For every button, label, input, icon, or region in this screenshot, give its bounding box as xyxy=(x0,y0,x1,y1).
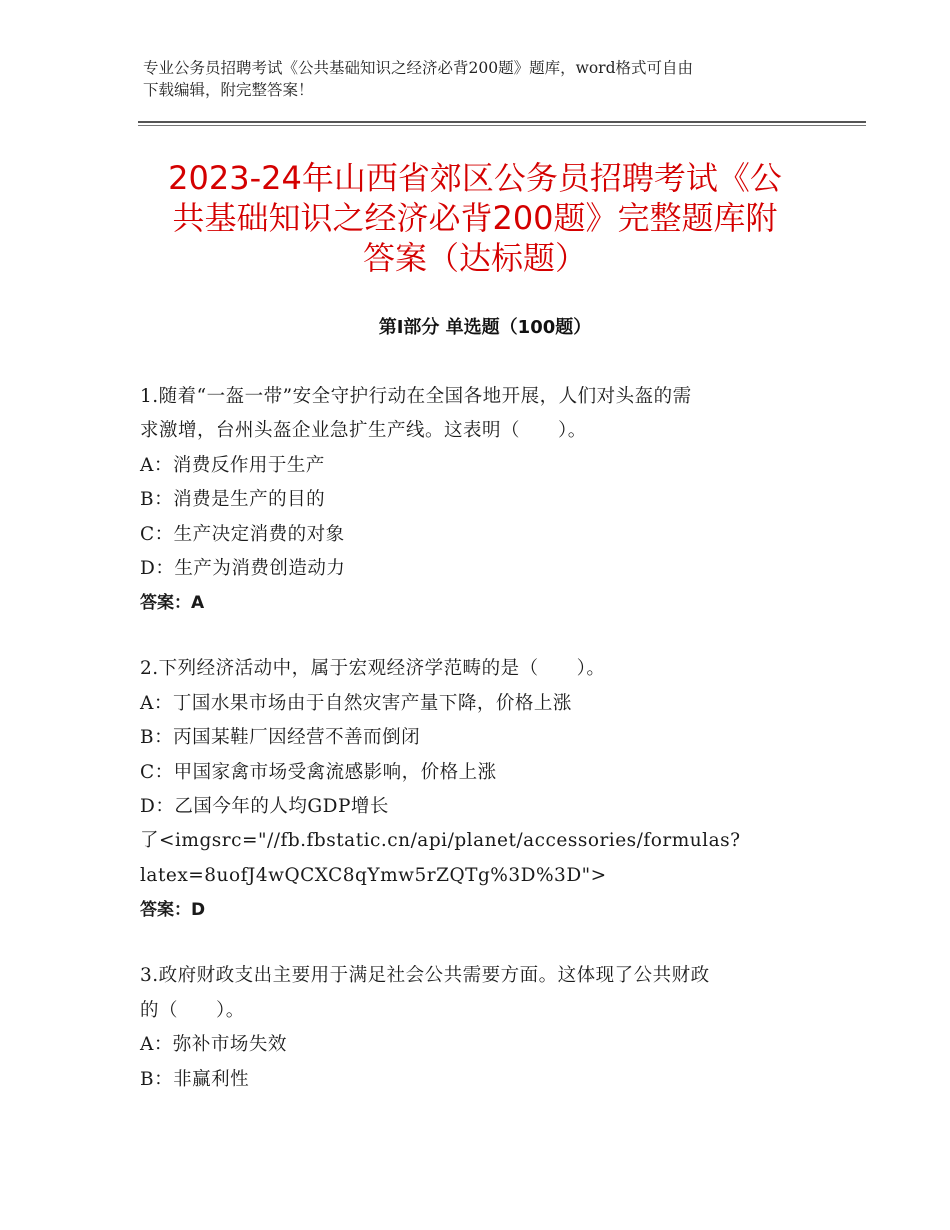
question-item xyxy=(140,959,800,1097)
option-d-continuation: latex=8uofJ4wQCXC8qYmw5rZQTg%3D%3D"> xyxy=(140,864,607,886)
question-stem: 3.政府财政支出主要用于满足社会公共需要方面。这体现了公共财政 xyxy=(140,965,710,987)
question-stem: 求激增，台州头盔企业急扩生产线。这表明（ ）。 xyxy=(140,420,587,442)
option-c: C：甲国家禽市场受禽流感影响，价格上涨 xyxy=(140,761,497,783)
document-title xyxy=(130,158,820,278)
section-title: 第Ⅰ部分 单选题（100题） xyxy=(378,317,592,338)
option-b: B：消费是生产的目的 xyxy=(140,489,326,511)
header-divider-thin xyxy=(138,125,866,126)
option-b: B：丙国某鞋厂因经营不善而倒闭 xyxy=(140,727,421,749)
title-line: 共基础知识之经济必背200题》完整题库附 xyxy=(172,199,778,237)
option-a: A：丁国水果市场由于自然灾害产量下降，价格上涨 xyxy=(140,692,572,714)
header-note-line: 下载编辑，附完整答案！ xyxy=(143,81,314,99)
header-note-line: 专业公务员招聘考试《公共基础知识之经济必背200题》题库，word格式可自由 xyxy=(143,59,694,77)
option-a: A：弥补市场失效 xyxy=(140,1034,287,1056)
answer-label: 答案：A xyxy=(140,593,205,614)
option-d-continuation: 了<imgsrc="//fb.fbstatic.cn/api/planet/accessories/formulas? xyxy=(140,830,741,852)
option-d: D：生产为消费创造动力 xyxy=(140,558,346,580)
question-stem: 的（ ）。 xyxy=(140,999,245,1021)
question-list xyxy=(140,380,800,1129)
header-note xyxy=(143,57,813,101)
option-c: C：生产决定消费的对象 xyxy=(140,523,345,545)
question-stem: 2.下列经济活动中，属于宏观经济学范畴的是（ ）。 xyxy=(140,658,606,680)
title-line: 答案（达标题） xyxy=(362,239,587,277)
option-b: B：非赢利性 xyxy=(140,1068,250,1090)
option-a: A：消费反作用于生产 xyxy=(140,454,325,476)
answer-label: 答案：D xyxy=(140,900,206,921)
option-d: D：乙国今年的人均GDP增长 xyxy=(140,796,389,818)
question-item xyxy=(140,380,800,620)
header-divider xyxy=(138,121,866,123)
question-stem: 1.随着“一盔一带”安全守护行动在全国各地开展，人们对头盔的需 xyxy=(140,386,692,407)
title-line: 2023-24年山西省郊区公务员招聘考试《公 xyxy=(168,159,782,197)
question-item xyxy=(140,652,800,927)
